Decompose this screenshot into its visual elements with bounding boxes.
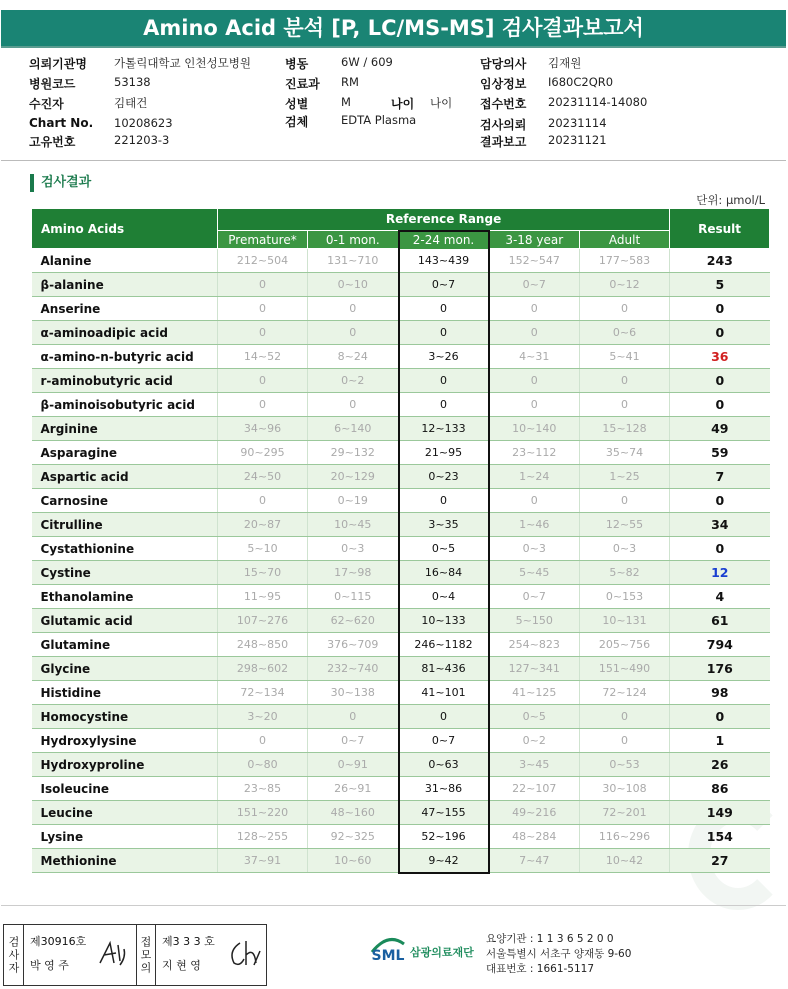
reference-range-cell: 0~23: [399, 465, 489, 489]
result-value: 0: [670, 705, 770, 729]
reference-range-cell: 177~583: [580, 249, 670, 273]
reference-range-cell: 0~3: [308, 537, 399, 561]
amino-acid-name: Ethanolamine: [32, 585, 218, 609]
reference-range-cell: 0~7: [489, 273, 580, 297]
hospital-value: 가톨릭대학교 인천성모병원: [114, 56, 251, 70]
amino-acid-name: Lysine: [32, 825, 218, 849]
reference-range-cell: 205~756: [580, 633, 670, 657]
table-row: [32, 681, 770, 705]
code-value: 53138: [114, 75, 151, 89]
reference-range-cell: 127~341: [489, 657, 580, 681]
amino-acid-name: r-aminobutyric acid: [32, 369, 218, 393]
reference-range-cell: 1~25: [580, 465, 670, 489]
reference-range-cell: 37~91: [218, 849, 308, 873]
reference-range-cell: 10~140: [489, 417, 580, 441]
reference-range-cell: 0~91: [308, 753, 399, 777]
reference-range-cell: 151~490: [580, 657, 670, 681]
reference-range-cell: 48~160: [308, 801, 399, 825]
reference-range-cell: 0~115: [308, 585, 399, 609]
table-row: [32, 609, 770, 633]
result-value: 59: [670, 441, 770, 465]
reference-range-cell: 152~547: [489, 249, 580, 273]
result-value: 243: [670, 249, 770, 273]
reference-range-cell: 92~325: [308, 825, 399, 849]
reference-range-cell: 0~12: [580, 273, 670, 297]
reference-range-cell: 6~140: [308, 417, 399, 441]
reference-range-cell: 107~276: [218, 609, 308, 633]
table-row: [32, 753, 770, 777]
result-value: 176: [670, 657, 770, 681]
reference-range-cell: 41~125: [489, 681, 580, 705]
reference-range-cell: 72~124: [580, 681, 670, 705]
chart-label: Chart No.: [29, 116, 94, 130]
reference-range-cell: 8~24: [308, 345, 399, 369]
table-row: [32, 249, 770, 273]
result-value: 5: [670, 273, 770, 297]
amino-acid-name: Asparagine: [32, 441, 218, 465]
reference-range-cell: 52~196: [399, 825, 489, 849]
reference-range-cell: 0: [399, 297, 489, 321]
amino-acid-name: β-alanine: [32, 273, 218, 297]
reference-range-cell: 0: [308, 297, 399, 321]
confirmer-side-label: 접모의: [136, 925, 156, 985]
reference-range-cell: 90~295: [218, 441, 308, 465]
result-value: 61: [670, 609, 770, 633]
result-value: 12: [670, 561, 770, 585]
tester-signature: [96, 939, 130, 969]
hospital-label: 의뢰기관명: [29, 57, 87, 71]
reference-range-cell: 0~2: [308, 369, 399, 393]
reference-range-cell: 376~709: [308, 633, 399, 657]
amino-acid-name: Histidine: [32, 681, 218, 705]
reference-range-cell: 49~216: [489, 801, 580, 825]
doctor-value: 김재원: [548, 56, 582, 70]
tester-number: 제30916호: [30, 935, 87, 948]
table-row: [32, 369, 770, 393]
chart-value: 10208623: [114, 116, 173, 130]
reference-range-cell: 0: [580, 705, 670, 729]
reference-range-cell: 0~5: [399, 537, 489, 561]
amino-acid-name: Hydroxylysine: [32, 729, 218, 753]
reference-range-cell: 12~133: [399, 417, 489, 441]
reference-range-cell: 0: [308, 321, 399, 345]
reference-range-cell: 0~7: [489, 585, 580, 609]
reference-range-cell: 23~85: [218, 777, 308, 801]
reference-range-cell: 0~6: [580, 321, 670, 345]
table-row: [32, 585, 770, 609]
reference-range-cell: 0~3: [580, 537, 670, 561]
report-label: 결과보고: [480, 135, 527, 149]
reference-range-cell: 20~129: [308, 465, 399, 489]
reference-range-cell: 3~45: [489, 753, 580, 777]
table-row: [32, 729, 770, 753]
reference-range-cell: 10~42: [580, 849, 670, 873]
patient-value: 김태건: [114, 96, 148, 110]
address-line: 서울특별시 서초구 양재동 9-60: [486, 948, 632, 960]
result-value: 794: [670, 633, 770, 657]
reference-range-cell: 0~53: [580, 753, 670, 777]
amino-acid-name: Isoleucine: [32, 777, 218, 801]
table-row: [32, 561, 770, 585]
reference-range-cell: 16~84: [399, 561, 489, 585]
reference-range-cell: 31~86: [399, 777, 489, 801]
separator: [1, 160, 786, 161]
reference-range-cell: 10~60: [308, 849, 399, 873]
table-row: [32, 849, 770, 873]
table-row: [32, 393, 770, 417]
sex-label: 성별: [285, 97, 309, 111]
amino-acid-name: Methionine: [32, 849, 218, 873]
amino-acid-name: Hydroxyproline: [32, 753, 218, 777]
request-label: 검사의뢰: [480, 118, 527, 132]
result-value: 154: [670, 825, 770, 849]
reference-range-cell: 41~101: [399, 681, 489, 705]
result-value: 26: [670, 753, 770, 777]
reference-range-cell: 0: [489, 489, 580, 513]
footer-separator: [1, 905, 786, 906]
result-value: 36: [670, 345, 770, 369]
reference-range-cell: 0: [489, 297, 580, 321]
care-number: 요양기관 : 1 1 3 6 5 2 0 0: [486, 933, 614, 945]
result-value: 0: [670, 489, 770, 513]
table-row: [32, 345, 770, 369]
amino-acid-name: Glutamine: [32, 633, 218, 657]
reference-range-cell: 151~220: [218, 801, 308, 825]
amino-acid-name: Arginine: [32, 417, 218, 441]
reference-range-cell: 72~201: [580, 801, 670, 825]
amino-acid-name: Alanine: [32, 249, 218, 273]
reference-range-cell: 5~10: [218, 537, 308, 561]
reference-range-cell: 0~2: [489, 729, 580, 753]
clinical-value: I680C2QR0: [548, 75, 614, 89]
reference-range-cell: 0: [218, 369, 308, 393]
table-row: [32, 705, 770, 729]
reference-range-cell: 0: [580, 489, 670, 513]
receipt-value: 20231114-14080: [548, 95, 648, 109]
reference-range-cell: 5~150: [489, 609, 580, 633]
reference-range-cell: 21~95: [399, 441, 489, 465]
reference-range-cell: 12~55: [580, 513, 670, 537]
reference-range-cell: 29~132: [308, 441, 399, 465]
tester-name: 박 영 주: [30, 959, 69, 972]
reference-range-cell: 0: [218, 729, 308, 753]
header-result: Result: [670, 209, 770, 249]
reference-range-cell: 131~710: [308, 249, 399, 273]
result-value: 34: [670, 513, 770, 537]
subheader-3-18-year: 3-18 year: [489, 231, 580, 249]
reference-range-cell: 0~153: [580, 585, 670, 609]
title-underline: [1, 46, 786, 48]
reference-range-cell: 48~284: [489, 825, 580, 849]
receipt-label: 접수번호: [480, 97, 527, 111]
specimen-label: 검체: [285, 115, 309, 129]
reference-range-cell: 4~31: [489, 345, 580, 369]
confirmer-signature: [226, 937, 262, 971]
result-value: 7: [670, 465, 770, 489]
reference-range-cell: 0~63: [399, 753, 489, 777]
table-row: [32, 321, 770, 345]
ward-value: 6W / 609: [341, 55, 393, 69]
reference-range-cell: 47~155: [399, 801, 489, 825]
reference-range-cell: 0: [218, 321, 308, 345]
reference-range-cell: 0: [218, 297, 308, 321]
table-row: [32, 777, 770, 801]
table-row: [32, 537, 770, 561]
reference-range-cell: 5~82: [580, 561, 670, 585]
reference-range-cell: 10~45: [308, 513, 399, 537]
reference-range-cell: 0~19: [308, 489, 399, 513]
signature-box: [3, 924, 267, 986]
table-row: [32, 633, 770, 657]
sml-logo-icon: [368, 930, 408, 970]
unique-value: 221203-3: [114, 133, 170, 147]
results-table: [31, 208, 770, 874]
org-address: [486, 932, 631, 977]
reference-range-cell: 3~35: [399, 513, 489, 537]
reference-range-cell: 212~504: [218, 249, 308, 273]
table-row: [32, 801, 770, 825]
reference-range-cell: 17~98: [308, 561, 399, 585]
subheader-adult: Adult: [580, 231, 670, 249]
reference-range-cell: 72~134: [218, 681, 308, 705]
reference-range-cell: 9~42: [399, 849, 489, 873]
reference-range-cell: 34~96: [218, 417, 308, 441]
result-value: 27: [670, 849, 770, 873]
header-amino-acids: Amino Acids: [32, 209, 218, 249]
result-value: 0: [670, 537, 770, 561]
reference-range-cell: 22~107: [489, 777, 580, 801]
table-row: [32, 465, 770, 489]
result-value: 86: [670, 777, 770, 801]
result-value: 4: [670, 585, 770, 609]
reference-range-cell: 0: [399, 369, 489, 393]
result-value: 0: [670, 297, 770, 321]
reference-range-cell: 0: [218, 273, 308, 297]
reference-range-cell: 3~20: [218, 705, 308, 729]
tester-side-label: 검사자: [4, 925, 24, 985]
reference-range-cell: 0: [399, 705, 489, 729]
result-value: 98: [670, 681, 770, 705]
table-row: [32, 825, 770, 849]
reference-range-cell: 248~850: [218, 633, 308, 657]
code-label: 병원코드: [29, 77, 76, 91]
amino-acid-name: Glutamic acid: [32, 609, 218, 633]
reference-range-cell: 3~26: [399, 345, 489, 369]
table-row: [32, 657, 770, 681]
reference-range-cell: 298~602: [218, 657, 308, 681]
table-row: [32, 417, 770, 441]
amino-acid-name: α-aminoadipic acid: [32, 321, 218, 345]
reference-range-cell: 15~70: [218, 561, 308, 585]
reference-range-cell: 0~5: [489, 705, 580, 729]
reference-range-cell: 143~439: [399, 249, 489, 273]
sex-value: M: [341, 95, 351, 109]
reference-range-cell: 1~24: [489, 465, 580, 489]
amino-acid-name: Leucine: [32, 801, 218, 825]
amino-acid-name: Carnosine: [32, 489, 218, 513]
section-title: 검사결과: [30, 174, 91, 192]
reference-range-cell: 0~10: [308, 273, 399, 297]
reference-range-cell: 0: [308, 705, 399, 729]
reference-range-cell: 14~52: [218, 345, 308, 369]
result-value: 0: [670, 321, 770, 345]
reference-range-cell: 0: [489, 393, 580, 417]
clinical-label: 임상정보: [480, 77, 527, 91]
amino-acid-name: Citrulline: [32, 513, 218, 537]
reference-range-cell: 246~1182: [399, 633, 489, 657]
reference-range-cell: 26~91: [308, 777, 399, 801]
report-title: Amino Acid 분석 [P, LC/MS-MS] 검사결과보고서: [1, 10, 786, 46]
reference-range-cell: 0: [218, 489, 308, 513]
reference-range-cell: 0: [489, 369, 580, 393]
reference-range-cell: 128~255: [218, 825, 308, 849]
reference-range-cell: 62~620: [308, 609, 399, 633]
result-value: 149: [670, 801, 770, 825]
unit-label: 단위: μmol/L: [696, 193, 765, 207]
reference-range-cell: 0~4: [399, 585, 489, 609]
ward-label: 병동: [285, 57, 309, 71]
reference-range-cell: 10~131: [580, 609, 670, 633]
amino-acid-name: β-aminoisobutyric acid: [32, 393, 218, 417]
reference-range-cell: 0: [580, 297, 670, 321]
patient-info-block: [0, 55, 788, 150]
reference-range-cell: 0~3: [489, 537, 580, 561]
reference-range-cell: 35~74: [580, 441, 670, 465]
reference-range-cell: 0~7: [399, 729, 489, 753]
reference-range-cell: 7~47: [489, 849, 580, 873]
amino-acid-name: Homocystine: [32, 705, 218, 729]
amino-acid-name: α-amino-n-butyric acid: [32, 345, 218, 369]
table-row: [32, 489, 770, 513]
reference-range-cell: 0: [580, 729, 670, 753]
patient-label: 수진자: [29, 97, 64, 111]
reference-range-cell: 0~7: [399, 273, 489, 297]
amino-acid-name: Cystathionine: [32, 537, 218, 561]
result-value: 0: [670, 393, 770, 417]
confirmer-number: 제3 3 3 호: [162, 935, 215, 948]
result-value: 0: [670, 369, 770, 393]
reference-range-cell: 254~823: [489, 633, 580, 657]
reference-range-cell: 10~133: [399, 609, 489, 633]
reference-range-cell: 116~296: [580, 825, 670, 849]
amino-acid-name: Cystine: [32, 561, 218, 585]
specimen-value: EDTA Plasma: [341, 113, 417, 127]
subheader-0-1-mon: 0-1 mon.: [308, 231, 399, 249]
reference-range-cell: 11~95: [218, 585, 308, 609]
table-row: [32, 513, 770, 537]
header-reference-range: Reference Range: [218, 209, 670, 231]
reference-range-cell: 5~41: [580, 345, 670, 369]
table-row: [32, 273, 770, 297]
phone-line: 대표번호 : 1661-5117: [486, 963, 595, 975]
amino-acid-name: Glycine: [32, 657, 218, 681]
results-body: [32, 249, 770, 873]
age-label: 나이: [391, 97, 415, 111]
result-value: 49: [670, 417, 770, 441]
report-value: 20231121: [548, 133, 607, 147]
reference-range-cell: 23~112: [489, 441, 580, 465]
logo-text: SML: [371, 948, 405, 964]
reference-range-cell: 15~128: [580, 417, 670, 441]
result-value: 1: [670, 729, 770, 753]
reference-range-cell: 30~138: [308, 681, 399, 705]
request-value: 20231114: [548, 116, 607, 130]
amino-acid-name: Anserine: [32, 297, 218, 321]
reference-range-cell: 20~87: [218, 513, 308, 537]
reference-range-cell: 30~108: [580, 777, 670, 801]
table-row: [32, 441, 770, 465]
subheader-2-24-mon: 2-24 mon.: [399, 231, 489, 249]
reference-range-cell: 0: [580, 369, 670, 393]
reference-range-cell: 0: [399, 393, 489, 417]
reference-range-cell: 1~46: [489, 513, 580, 537]
subheader-premature: Premature*: [218, 231, 308, 249]
age-value: 나이: [430, 96, 453, 110]
reference-range-cell: 0: [399, 489, 489, 513]
table-row: [32, 297, 770, 321]
reference-range-cell: 0~80: [218, 753, 308, 777]
reference-range-cell: 0: [580, 393, 670, 417]
reference-range-cell: 0~7: [308, 729, 399, 753]
reference-range-cell: 0: [308, 393, 399, 417]
dept-label: 진료과: [285, 77, 320, 91]
unique-label: 고유번호: [29, 135, 76, 149]
confirmer-name: 지 현 영: [162, 959, 201, 972]
reference-range-cell: 0: [218, 393, 308, 417]
reference-range-cell: 5~45: [489, 561, 580, 585]
reference-range-cell: 0: [489, 321, 580, 345]
dept-value: RM: [341, 75, 359, 89]
reference-range-cell: 0: [399, 321, 489, 345]
reference-range-cell: 24~50: [218, 465, 308, 489]
doctor-label: 담당의사: [480, 57, 527, 71]
reference-range-cell: 81~436: [399, 657, 489, 681]
reference-range-cell: 232~740: [308, 657, 399, 681]
amino-acid-name: Aspartic acid: [32, 465, 218, 489]
org-name: 삼광의료재단: [410, 946, 474, 959]
